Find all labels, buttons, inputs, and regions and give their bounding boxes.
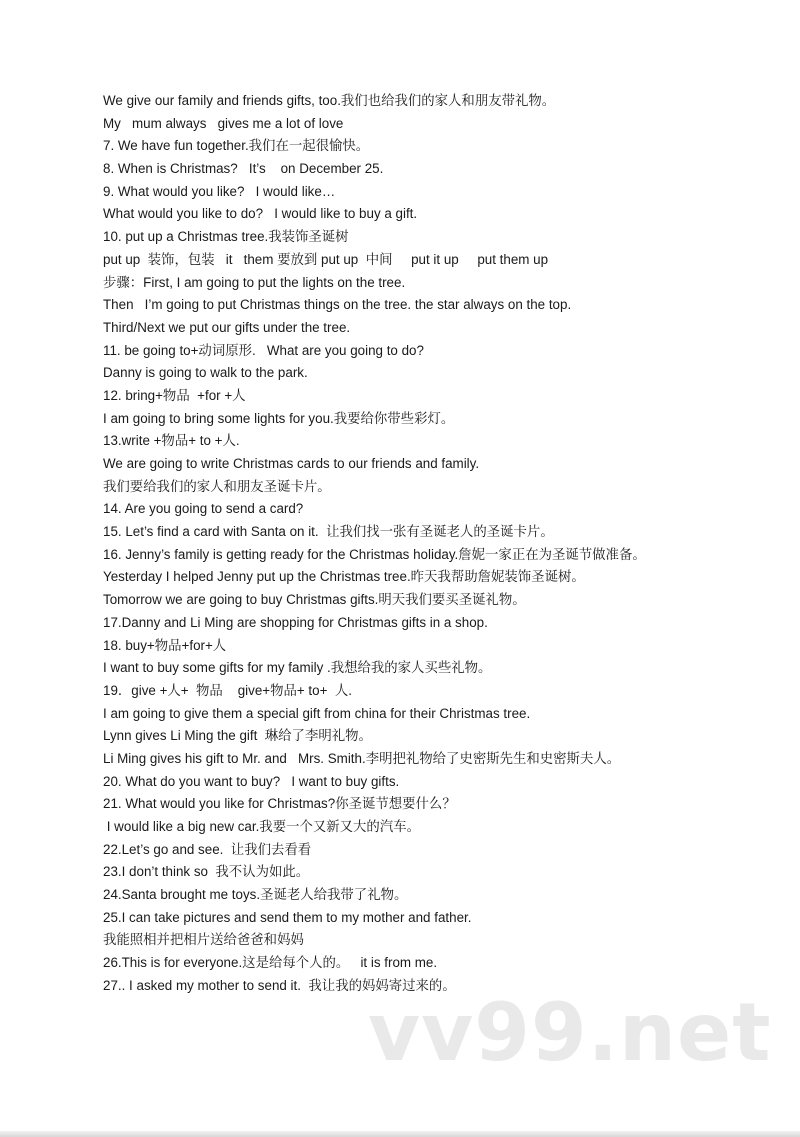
text-line: 14. Are you going to send a card?: [103, 501, 304, 517]
text-line: Then I’m going to put Christmas things on the tree. the star always on the top.: [103, 297, 572, 313]
text-line: I would like a big new car.我要一个又新又大的汽车。: [103, 819, 420, 834]
watermark: vv99.net: [368, 986, 772, 1079]
text-line: We give our family and friends gifts, too.我们也给我们的家人和朋友带礼物。: [103, 93, 556, 108]
text-line: put up 装饰，包装 it them 要放到 put up 中间 put it up put them up: [103, 251, 549, 267]
text-line: 8. When is Christmas? It’s on December 25.: [103, 161, 384, 177]
text-line: Li Ming gives his gift to Mr. and Mrs. Smith.李明把礼物给了史密斯先生和史密斯夫人。: [103, 750, 621, 766]
text-line: Third/Next we put our gifts under the tree.: [103, 319, 351, 335]
text-line: 25.I can take pictures and send them to my mother and father.: [103, 909, 472, 925]
text-line: 16. Jenny’s family is getting ready for the Christmas holiday.詹妮一家正在为圣诞节做准备。: [103, 546, 646, 562]
text-line: 18. buy+物品+for+人: [103, 637, 227, 653]
text-line: 17.Danny and Li Ming are shopping for Christmas gifts in a shop.: [103, 614, 488, 630]
text-line: I am going to give them a special gift from china for their Christmas tree.: [103, 705, 531, 721]
text-line: 19．give +人+ 物品 give+物品+ to+ 人.: [103, 682, 352, 698]
document-body: [103, 90, 763, 998]
text-line: 13.write +物品+ to +人.: [103, 433, 240, 449]
text-line: 20. What do you want to buy? I want to buy gifts.: [103, 773, 400, 789]
text-line: I am going to bring some lights for you.我要给你带些彩灯。: [103, 410, 455, 426]
text-line: What would you like to do? I would like to buy a gift.: [103, 206, 418, 222]
text-line: 23.I don’t think so 我不认为如此。: [103, 864, 310, 880]
text-line: 12. bring+物品 +for +人: [103, 387, 246, 403]
text-line: 27.. I asked my mother to send it. 我让我的妈妈寄过来的。: [103, 977, 456, 993]
text-line: 步骤：First, I am going to put the lights on the tree.: [103, 274, 406, 290]
text-line: 9. What would you like? I would like…: [103, 183, 336, 199]
text-line: 10. put up a Christmas tree.我装饰圣诞树: [103, 229, 349, 245]
text-line: My mum always gives me a lot of love: [103, 115, 344, 131]
text-line: Lynn gives Li Ming the gift 琳给了李明礼物。: [103, 728, 372, 744]
text-line: 15. Let’s find a card with Santa on it. 让我们找一张有圣诞老人的圣诞卡片。: [103, 524, 554, 540]
text-line: 21. What would you like for Christmas?你圣诞节想要什么？: [103, 796, 456, 812]
page-bottom-edge: [0, 1131, 800, 1137]
text-line: I want to buy some gifts for my family .我想给我的家人买些礼物。: [103, 660, 492, 676]
text-line: 22.Let’s go and see. 让我们去看看: [103, 841, 312, 857]
text-line: We are going to write Christmas cards to our friends and family.: [103, 456, 480, 471]
text-line: 我们要给我们的家人和朋友圣诞卡片。: [103, 478, 331, 494]
text-line: 24.Santa brought me toys.圣诞老人给我带了礼物。: [103, 887, 408, 903]
text-line: Tomorrow we are going to buy Christmas gifts.明天我们要买圣诞礼物。: [103, 592, 526, 608]
text-line: 7. We have fun together.我们在一起很愉快。: [103, 138, 370, 154]
text-line: 我能照相并把相片送给爸爸和妈妈: [103, 932, 304, 948]
text-line: 11. be going to+动词原形. What are you going to do?: [103, 342, 424, 358]
text-line: 26.This is for everyone.这是给每个人的。 it is from me.: [103, 955, 438, 971]
text-line: Danny is going to walk to the park.: [103, 365, 308, 381]
text-line: Yesterday I helped Jenny put up the Christmas tree.昨天我帮助詹妮装饰圣诞树。: [103, 569, 585, 585]
